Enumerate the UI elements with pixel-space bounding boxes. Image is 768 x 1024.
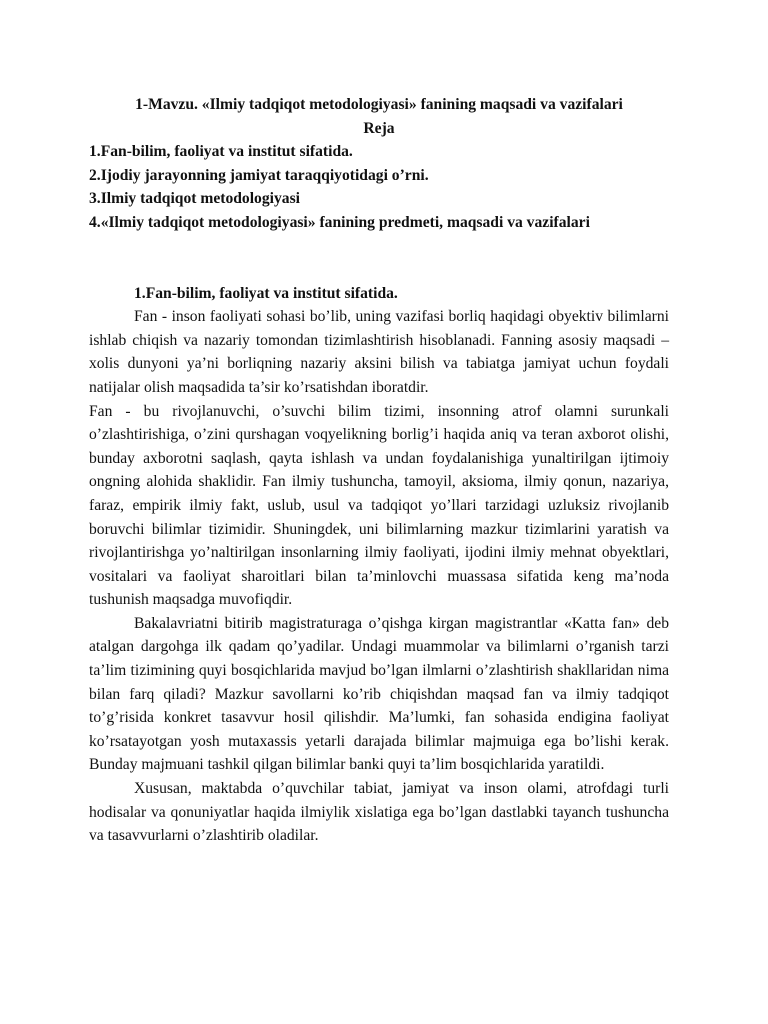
plan-item: 3.Ilmiy tadqiqot metodologiyasi	[89, 190, 300, 208]
plan-item: 2.Ijodiy jarayonning jamiyat taraqqiyotidagi o’rni.	[89, 166, 429, 184]
body-paragraph: Bakalavriatni bitirib magistraturaga o’qishga kirgan magistrantlar «Katta fan» deb atalgan dargohga ilk qadam qo’yadilar. Undagi muammolar va bilimlarni o’rganish tarzi ta’lim tizimining quyi bosqichlarida mavjud bo’lgan ilmlarni o’zlashtirish shakllaridan nima bilan farq qiladi? Mazkur savollarni ko’rib chiqishdan maqsad fan va ilmiy tadqiqot to’g’risida konkret tasavvur hosil qilishdir. Ma’lumki, fan sohasida endigina faoliyat ko’rsatayotgan yosh mutaxassis yetarli darajada bilimlar majmuiga ega bo’lishi kerak. Bunday majmuani tashkil qilgan bilimlar banki quyi ta’lim bosqichlarida yaratildi.	[89, 614, 669, 774]
document-page	[89, 93, 669, 848]
section-heading: 1.Fan-bilim, faoliyat va institut sifatida.	[134, 284, 398, 302]
body-paragraph: Fan - bu rivojlanuvchi, o’suvchi bilim tizimi, insonning atrof olamni surunkali o’zlashtirishiga, o’zini qurshagan voqyelikning borlig’i haqida aniq va teran axborot olishi, bunday axborotni saqlash, qayta ishlash va undan foydalanishiga yunaltirilgan ijtimoiy ongning alohida shaklidir. Fan ilmiy tushuncha, tamoyil, aksioma, ilmiy qonun, nazariya, faraz, empirik ilmiy fakt, uslub, usul va tadqiqot yo’llari tarzidagi uzluksiz rivojlanib boruvchi bilimlar tizimidir. Shuningdek, uni bilimlarning mazkur tizimlarini yaratish va rivojlantirishga yo’naltirilgan insonlarning ilmiy faoliyati, ijodini ilmiy mehnat obyektlari, vositalari va faoliyat sharoitlari bilan ta’minlovchi muassasa sifatida keng ma’noda tushunish maqsadga muvofiqdir.	[89, 402, 669, 609]
plan-item: 4.«Ilmiy tadqiqot metodologiyasi» fanining predmeti, maqsadi va vazifalari	[89, 213, 590, 231]
plan-item: 1.Fan-bilim, faoliyat va institut sifatida.	[89, 143, 353, 161]
body-paragraph: Xususan, maktabda o’quvchilar tabiat, jamiyat va inson olami, atrofdagi turli hodisalar va qonuniyatlar haqida ilmiylik xislatiga ega bo’lgan dastlabki tayanch tushuncha va tasavvurlarni o’zlashtirib oladilar.	[89, 780, 669, 845]
plan-heading: Reja	[363, 119, 395, 137]
body-paragraph: Fan - inson faoliyati sohasi bo’lib, uning vazifasi borliq haqidagi obyektiv bilimlarni ishlab chiqish va nazariy tomondan tizimlashtirish hisoblanadi. Fanning asosiy maqsadi –xolis dunyoni ya’ni borliqning nazariy aksini bilish va tabiatga jamiyat uchun foydali natijalar olish maqsadida ta’sir ko’rsatishdan iboratdir.	[89, 308, 669, 396]
plan-list	[89, 140, 669, 234]
document-title: 1-Mavzu. «Ilmiy tadqiqot metodologiyasi» fanining maqsadi va vazifalari	[135, 96, 623, 113]
